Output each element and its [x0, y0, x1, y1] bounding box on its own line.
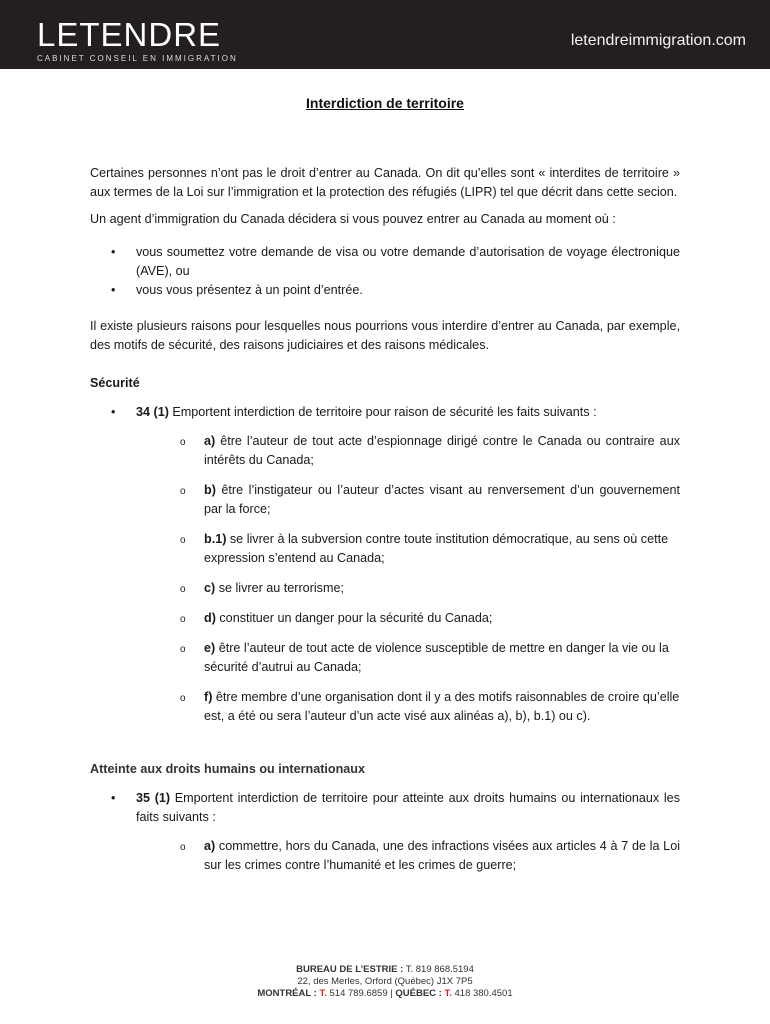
article-text: Emportent interdiction de territoire pour atteinte aux droits humains ou internationaux les faits suivants :	[136, 791, 680, 824]
bullet-icon: •	[111, 405, 116, 419]
logo-subtitle: CABINET CONSEIL EN IMMIGRATION	[37, 54, 238, 63]
footer-line-3	[0, 988, 770, 1000]
entry-bullet-list	[90, 243, 680, 300]
page-header	[0, 0, 770, 69]
list-item	[90, 530, 680, 568]
company-logo	[37, 18, 238, 64]
list-item	[90, 481, 680, 519]
list-item	[90, 243, 680, 281]
list-item	[90, 639, 680, 677]
human-rights-heading: Atteinte aux droits humains ou internationaux	[90, 762, 365, 776]
intro-paragraph-1: Certaines personnes n’ont pas le droit d’entrer au Canada. On dit qu’elles sont « interdites de territoire » aux termes de la Loi sur l’immigration et la protection des réfugiés (LIPR) tel que décrit dans cette secion.	[90, 166, 680, 199]
list-item	[90, 432, 680, 470]
circle-bullet-icon: o	[180, 614, 186, 625]
list-item	[90, 579, 680, 598]
circle-bullet-icon: o	[180, 486, 186, 497]
circle-bullet-icon: o	[180, 584, 186, 595]
circle-bullet-icon: o	[180, 842, 186, 853]
list-item-text: vous soumettez votre demande de visa ou votre demande d’autorisation de voyage électronique (AVE), ou	[136, 245, 680, 278]
circle-bullet-icon: o	[180, 535, 186, 546]
item-ref: a)	[204, 839, 216, 853]
item-ref: b)	[204, 483, 216, 497]
security-subitems	[90, 432, 680, 726]
article-text: Emportent interdiction de territoire pour raison de sécurité les faits suivants :	[168, 405, 597, 419]
quebec-label: QUÉBEC :	[395, 988, 442, 999]
intro-paragraph-2: Un agent d’immigration du Canada décidera si vous pouvez entrer au Canada au moment où :	[90, 212, 616, 226]
item-text: commettre, hors du Canada, une des infractions visées aux articles 4 à 7 de la Loi sur les crimes contre l’humanité et les crimes de guerre;	[204, 839, 680, 872]
intro-paragraph-3: Il existe plusieurs raisons pour lesquelles nous pourrions vous interdire d’entrer au Canada, par exemple, des motifs de sécurité, des raisons judiciaires et des raisons médicales.	[90, 319, 680, 352]
list-item	[90, 837, 680, 875]
footer-address: 22, des Merles, Orford (Québec) J1X 7P5	[297, 976, 473, 987]
phone-prefix: T.	[444, 988, 452, 999]
item-text: constituer un danger pour la sécurité du Canada;	[215, 611, 493, 625]
list-item	[90, 688, 680, 726]
document-title: Interdiction de territoire	[306, 95, 464, 111]
item-ref: b.1)	[204, 532, 227, 546]
item-text: être membre d’une organisation dont il y a des motifs raisonnables de croire qu’elle est, a été ou sera l’auteur d’un acte visé aux alinéas a), b), b.1) ou c).	[204, 690, 680, 723]
circle-bullet-icon: o	[180, 693, 186, 704]
website-link[interactable]: letendreimmigration.com	[570, 32, 746, 49]
circle-bullet-icon: o	[180, 437, 186, 448]
footer-line-1	[0, 964, 770, 976]
office-phone: T. 819 868.5194	[405, 964, 474, 975]
circle-bullet-icon: o	[180, 644, 186, 655]
article-35-item	[90, 789, 680, 827]
list-item	[90, 281, 680, 300]
item-text: être l’instigateur ou l’auteur d’actes visant au renversement d’un gouvernement par la force;	[204, 483, 680, 516]
bullet-icon: •	[111, 283, 116, 297]
montreal-label: MONTRÉAL :	[257, 988, 317, 999]
logo-text: LETENDRE	[37, 16, 222, 53]
footer-separator: |	[390, 988, 393, 999]
item-ref: f)	[204, 690, 213, 704]
item-text: se livrer à la subversion contre toute institution démocratique, au sens où cette expression s’entend au Canada;	[204, 532, 669, 565]
item-ref: d)	[204, 611, 216, 625]
office-label: BUREAU DE L’ESTRIE :	[296, 964, 404, 975]
item-ref: a)	[204, 434, 216, 448]
bullet-icon: •	[111, 791, 116, 805]
quebec-phone: 418 380.4501	[454, 988, 513, 999]
item-text: être l’auteur de tout acte de violence susceptible de mettre en danger la vie ou la sécurité d’autrui au Canada;	[204, 641, 669, 674]
bullet-icon: •	[111, 245, 116, 259]
item-ref: e)	[204, 641, 216, 655]
article-ref: 34 (1)	[136, 405, 169, 419]
page-footer	[0, 964, 770, 1000]
document-body	[90, 164, 680, 875]
security-heading: Sécurité	[90, 376, 140, 390]
phone-prefix: T.	[319, 988, 327, 999]
article-34-item	[90, 403, 680, 422]
item-text: être l’auteur de tout acte d’espionnage dirigé contre le Canada ou contraire aux intérêts du Canada;	[204, 434, 680, 467]
list-item	[90, 609, 680, 628]
item-text: se livrer au terrorisme;	[215, 581, 344, 595]
article-ref: 35 (1)	[136, 791, 171, 805]
montreal-phone: 514 789.6859	[329, 988, 388, 999]
list-item-text: vous vous présentez à un point d’entrée.	[136, 283, 363, 297]
human-rights-subitems	[90, 837, 680, 875]
item-ref: c)	[204, 581, 216, 595]
